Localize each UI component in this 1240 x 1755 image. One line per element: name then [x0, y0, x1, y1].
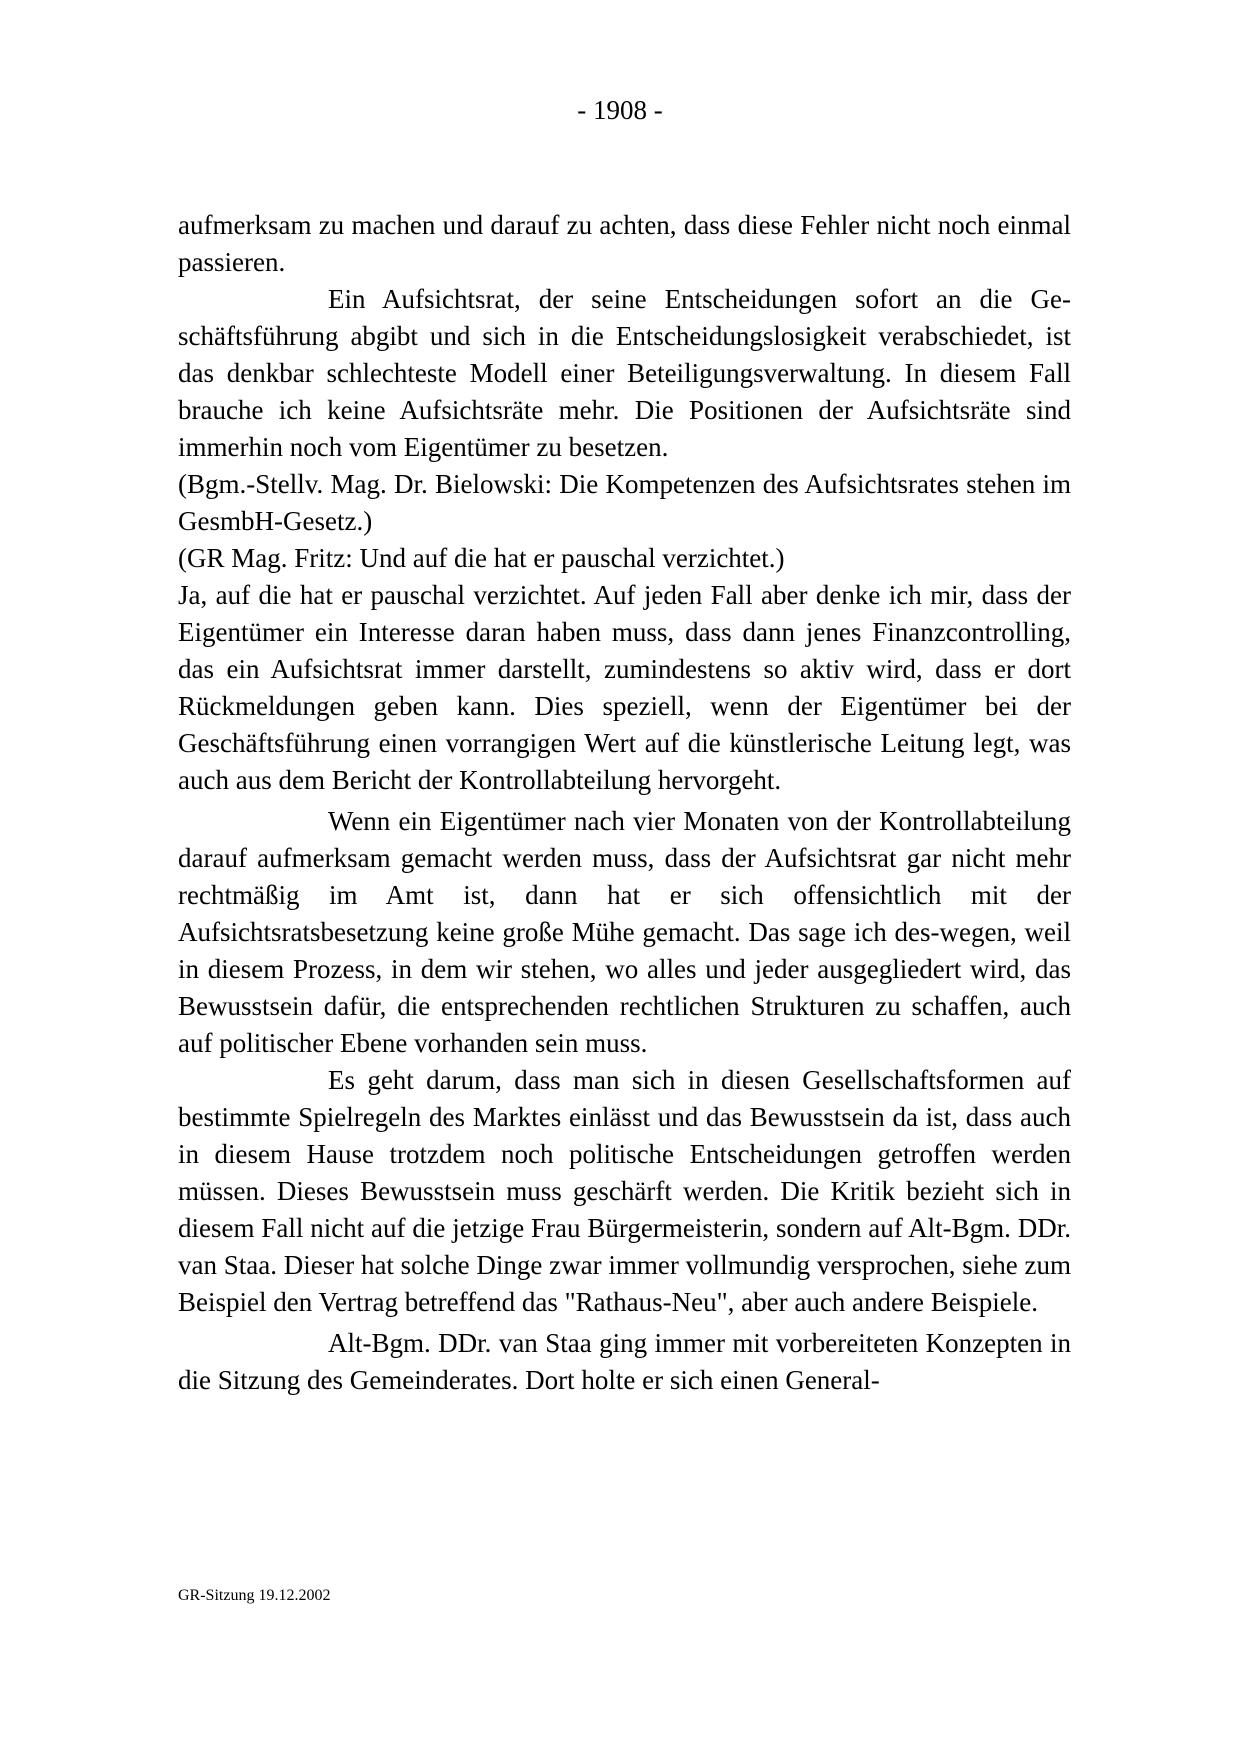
paragraph-continuation: aufmerksam zu machen und darauf zu achten, dass diese Fehler nicht noch einmal passieren. — [178, 210, 1071, 277]
paragraph-aufsichtsrat: Ein Aufsichtsrat, der seine Entscheidungen sofort an die Geschäftsführung abgibt und sich in die Entscheidungslosigkeit verabschiedet, ist das denkbar schlechteste Modell einer Beteiligungsverwaltung. In diesem Fall brauche ich keine Aufsichtsräte mehr. Die Positionen der Aufsichtsräte sind immerhin noch vom Eigentümer zu besetzen. — [178, 284, 1071, 462]
page-number: - 1908 - — [577, 95, 663, 125]
page-footer: GR-Sitzung 19.12.2002 — [178, 1587, 331, 1604]
interjection-fritz: (GR Mag. Fritz: Und auf die hat er pauschal verzichtet.) — [178, 543, 785, 573]
document-body — [178, 207, 1071, 1399]
paragraph-spielregeln: Es geht darum, dass man sich in diesen Gesellschaftsformen auf bestimmte Spielregeln des Marktes einlässt und das Bewusstsein da ist, dass auch in diesem Hause trotzdem noch politische Entscheidungen getroffen werden müssen. Dieses Bewusstsein muss geschärft werden. Die Kritik bezieht sich in diesem Fall nicht auf die jetzige Frau Bürgermeisterin, sondern auf Alt-Bgm. DDr. van Staa. Dieser hat solche Dinge zwar immer vollmundig versprochen, siehe zum Beispiel den Vertrag betreffend das "Rathaus-Neu", aber auch andere Beispiele. — [178, 1065, 1071, 1317]
paragraph-eigentuemer: Wenn ein Eigentümer nach vier Monaten von der Kontrollabteilung darauf aufmerksam gemacht werden muss, dass der Aufsichtsrat gar nicht mehr rechtmäßig im Amt ist, dann hat er sich offensichtlich mit der Aufsichtsratsbesetzung keine große Mühe gemacht. Das sage ich des-wegen, weil in diesem Prozess, in dem wir stehen, wo alles und jeder ausgegliedert wird, das Bewusstsein dafür, die entsprechenden rechtlichen Strukturen zu schaffen, auch auf politischer Ebene vorhanden sein muss. — [178, 806, 1071, 1058]
paragraph-van-staa: Alt-Bgm. DDr. van Staa ging immer mit vorbereiteten Konzepten in die Sitzung des Gemeinderates. Dort holte er sich einen General- — [178, 1328, 1071, 1395]
paragraph-response: Ja, auf die hat er pauschal verzichtet. Auf jeden Fall aber denke ich mir, dass der Eigentümer ein Interesse daran haben muss, dass dann jenes Finanzcontrolling, das ein Aufsichtsrat immer darstellt, zumindestens so aktiv wird, dass er dort Rückmeldungen geben kann. Dies speziell, wenn der Eigentümer bei der Geschäftsführung einen vorrangigen Wert auf die künstlerische Leitung legt, was auch aus dem Bericht der Kontrollabteilung hervorgeht. — [178, 580, 1071, 795]
interjection-bielowski: (Bgm.-Stellv. Mag. Dr. Bielowski: Die Kompetenzen des Aufsichtsrates stehen im GesmbH-Gesetz.) — [178, 469, 1071, 536]
